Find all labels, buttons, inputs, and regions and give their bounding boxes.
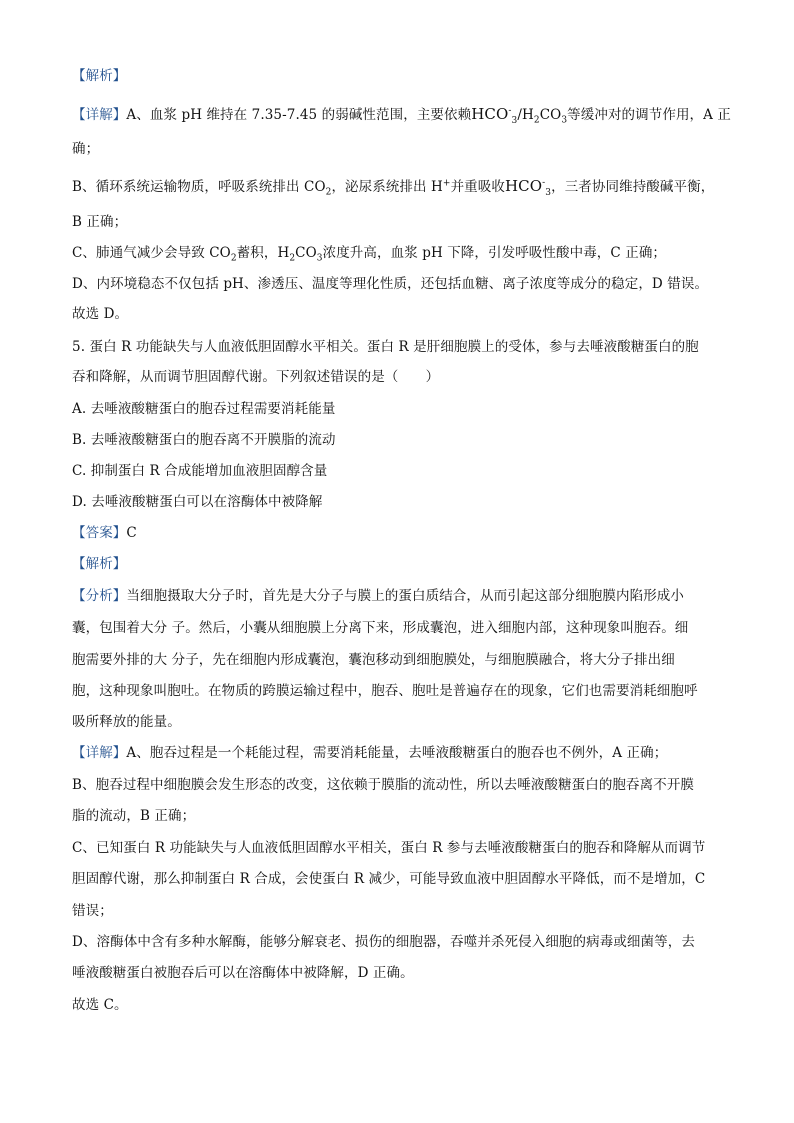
analysis-line [72,586,722,606]
b-mid2: 并重吸收 [450,179,505,195]
line-text: D、溶酶体中含有多种水解酶，能够分解衰老、损伤的细胞器，吞噬并杀死侵入细胞的病毒或细菌等，去 [72,934,695,950]
option-d [72,492,722,512]
line-text: B 正确； [72,214,128,230]
line-text: D、内环境稳态不仅包括 pH、渗透压、温度等理化性质，还包括血糖、离子浓度等成分的稳定，D 错误。 [72,276,709,292]
line-text: A、胞吞过程是一个耗能过程，需要消耗能量，去唾液酸糖蛋白的胞吞也不例外，A 正确； [126,745,668,761]
analysis-heading [72,554,722,574]
formula-body: HCO [504,177,543,195]
detail-a-tail: 等缓冲对的调节作用，A 正 [567,107,731,123]
c-sub2: 2 [289,253,296,264]
line-text: 故选 D。 [72,306,129,322]
formula-sup: - [542,178,546,188]
line-text: 吸所释放的能量。 [72,714,181,730]
line-text: 确； [72,141,100,157]
analysis-heading [72,66,722,86]
line-text: B、胞吞过程中细胞膜会发生形态的改变，这依赖于膜脂的流动性，所以去唾液酸糖蛋白的胞吞离不开膜 [72,777,695,793]
b-mid: ，泌尿系统排出 H [331,179,443,195]
text-line [72,304,722,324]
option-b [72,430,722,450]
detail-label: 【详解】 [72,745,127,761]
text-line [72,618,722,638]
c-mid: 蓄积，H [236,245,290,261]
detail-label: 【详解】 [72,107,127,123]
detail-line [72,743,722,763]
answer-value: C [126,525,137,541]
line-text: C、已知蛋白 R 功能缺失与人血液低胆固醇水平相关，蛋白 R 参与去唾液酸糖蛋白的胞吞和降解从而调节 [72,840,706,856]
option-c [72,461,722,481]
text-line [72,212,722,232]
text-line [72,274,722,294]
c-before: C、肺通气减少会导致 CO [72,245,231,261]
b-before: B、循环系统运输物质，呼吸系统排出 CO [72,179,326,195]
line-text: 胞需要外排的大 分子，先在细胞内形成囊泡，囊泡移动到细胞膜处，与细胞膜融合，将大分子排出细 [72,652,675,668]
text-line [72,775,722,795]
line-text: 故选 C。 [72,997,128,1013]
line-text: 囊，包围着大分 子。然后，小囊从细胞膜上分离下来，形成囊泡，进入细胞内部，这种现象叫胞吞。细 [72,620,689,636]
text-line [72,869,722,889]
text-line [72,838,722,858]
line-text: B. 去唾液酸糖蛋白的胞吞离不开膜脂的流动 [72,432,336,448]
b-sup1: + [442,178,451,189]
text-line [72,650,722,670]
text-line [72,963,722,983]
bicarbonate-formula [471,105,518,126]
formula-sub: 3 [545,188,552,198]
text-line [72,995,722,1015]
text-line [72,712,722,732]
answer-label: 【答案】 [72,525,127,541]
line-text: 错误； [72,903,113,919]
detail-a-mid: CO [539,107,562,123]
line-text: 吞和降解，从而调节胆固醇代谢。下列叙述错误的是（ ） [72,369,440,385]
text-line [72,139,722,159]
detail-line-b [72,176,722,197]
c-after: 浓度升高，血浆 pH 下降，引发呼吸性酸中毒，C 正确； [322,245,667,261]
line-text: 唾液酸糖蛋白被胞吞后可以在溶酶体中被降解，D 正确。 [72,965,414,981]
line-text: 脂的流动，B 正确； [72,808,196,824]
analysis-heading-text: 【解析】 [72,68,127,84]
detail-line-a [72,104,731,126]
formula-sup: - [508,106,512,116]
analysis-label: 【分析】 [72,588,127,604]
text-line [72,681,722,701]
bicarbonate-formula [504,177,552,198]
c-mid2: CO [295,245,317,261]
text-line [72,901,722,921]
formula-body: HCO [471,105,509,123]
line-text: 当细胞摄取大分子时，首先是大分子与膜上的蛋白质结合，从而引起这部分细胞膜内陷形成小 [126,588,685,604]
formula-sub: 3 [511,116,518,126]
detail-line-c [72,243,722,263]
detail-a-after: /H [517,107,534,123]
b-after: ，三者协同维持酸碱平衡， [551,179,715,195]
option-a [72,399,722,419]
line-text: D. 去唾液酸糖蛋白可以在溶酶体中被降解 [72,494,323,510]
line-text: 5. 蛋白 R 功能缺失与人血液低胆固醇水平相关。蛋白 R 是肝细胞膜上的受体，参与去唾液酸糖蛋白的胞 [72,339,699,355]
line-text: A. 去唾液酸糖蛋白的胞吞过程需要消耗能量 [72,401,336,417]
answer-line [72,523,722,543]
line-text: 胞，这种现象叫胞吐。在物质的跨膜运输过程中，胞吞、胞吐是普遍存在的现象，它们也需要消耗细胞呼 [72,683,698,699]
detail-a-sub2: 3 [561,115,568,126]
question-stem [72,337,722,357]
c-sub1: 2 [230,253,237,264]
b-sub1: 2 [325,187,332,198]
detail-a-sub1: 2 [533,115,540,126]
analysis-heading-text: 【解析】 [72,556,127,572]
detail-a-text: A、血浆 pH 维持在 7.35-7.45 的弱碱性范围，主要依赖 [126,107,472,123]
text-line [72,932,722,952]
line-text: 胆固醇代谢，那么抑制蛋白 R 合成，会使蛋白 R 减少，可能导致血液中胆固醇水平降低，而不是增加，C [72,871,706,887]
c-sub3: 3 [316,253,323,264]
question-stem [72,367,722,387]
text-line [72,806,722,826]
line-text: C. 抑制蛋白 R 合成能增加血液胆固醇含量 [72,463,328,479]
